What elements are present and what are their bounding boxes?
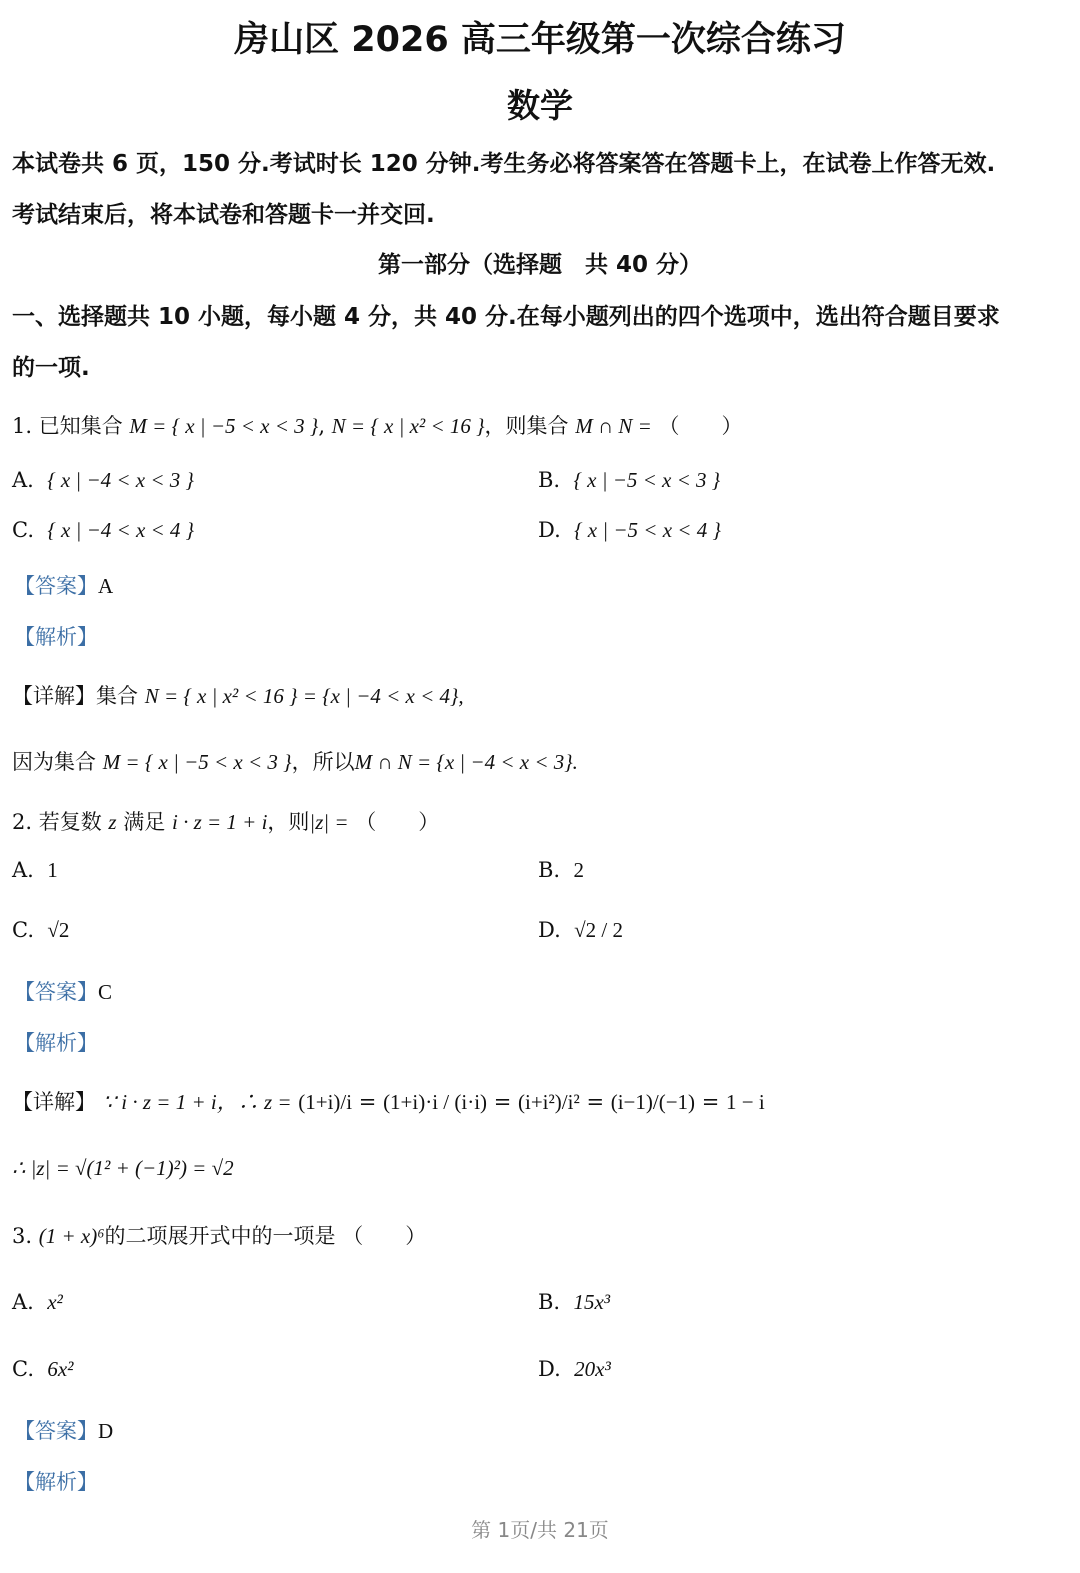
question-1-number: 1.	[12, 414, 33, 438]
question-3-stem	[12, 1220, 426, 1250]
part1-heading: 第一部分（选择题 共 40 分）	[377, 252, 703, 278]
question-2-stem	[12, 806, 439, 836]
question-3-math: (1 + x)⁶	[38, 1224, 105, 1248]
detail-text: 集合	[96, 684, 138, 708]
option-label: D.	[538, 1357, 561, 1381]
question-1-option-c	[12, 518, 194, 543]
question-2-option-d	[538, 918, 623, 943]
option-label: A.	[12, 858, 34, 882]
detail-text: ，所以	[291, 750, 355, 774]
question-3-option-a	[12, 1290, 63, 1315]
question-1-analysis-label: 【解析】	[14, 625, 98, 649]
instructions-line-1: 本试卷共 6 页，150 分.考试时长 120 分钟.考生务必将答案答在答题卡上，在试卷上作答无效.	[12, 151, 996, 177]
question-1-answer	[14, 570, 113, 600]
option-label: A.	[12, 1290, 34, 1314]
question-1-mid: ，则集合	[484, 414, 569, 438]
question-2-answer	[14, 976, 112, 1006]
option-text: 15x³	[573, 1290, 611, 1314]
question-1-ask: M ∩ N =	[575, 414, 652, 438]
question-1-detail-line-1	[12, 680, 464, 710]
option-text: √2	[47, 918, 70, 942]
answer-label: 【答案】	[14, 980, 98, 1004]
question-1-prefix: 已知集合	[38, 414, 123, 438]
section-intro-line-1: 一、选择题共 10 小题，每小题 4 分，共 40 分.在每小题列出的四个选项中，选出符合题目要求	[12, 304, 1000, 330]
option-text: { x | −5 < x < 4 }	[574, 518, 721, 542]
option-text: { x | −4 < x < 4 }	[47, 518, 195, 542]
question-1-option-d	[538, 518, 721, 543]
detail-math: M = { x | −5 < x < 3 }	[102, 750, 292, 774]
option-label: B.	[538, 1290, 561, 1314]
question-3-analysis-label: 【解析】	[14, 1470, 98, 1494]
question-3-option-d	[538, 1357, 611, 1382]
question-3-number: 3.	[12, 1224, 33, 1248]
page-footer: 第 1页/共 21页	[471, 1518, 609, 1542]
detail-step: (i+i²)/i²	[518, 1090, 580, 1114]
question-2-eq: i · z = 1 + i	[171, 810, 268, 834]
option-text: { x | −4 < x < 3 }	[47, 468, 194, 492]
option-text: { x | −5 < x < 3 }	[573, 468, 721, 492]
option-text: 6x²	[47, 1357, 74, 1381]
question-2-option-c	[12, 918, 69, 943]
option-label: C.	[12, 918, 34, 942]
question-2-option-a	[12, 858, 58, 883]
option-text: 2	[573, 858, 584, 882]
question-2-paren: （ ）	[355, 810, 440, 834]
option-text: 20x³	[574, 1357, 611, 1381]
option-label: A.	[12, 468, 34, 492]
question-2-option-b	[538, 858, 584, 883]
question-1-stem: 1. 已知集合 M = { x | −5 < x < 3 }, N = { x | x² < 16 }，则集合 M ∩ N = （ ）	[12, 414, 743, 438]
question-1-detail-line-2	[12, 746, 578, 776]
question-2-var: z	[108, 810, 117, 834]
question-1-set-m: M = { x | −5 < x < 3 }	[129, 414, 319, 438]
answer-label: 【答案】	[14, 1419, 98, 1443]
option-label: B.	[538, 468, 561, 492]
option-text: x²	[47, 1290, 63, 1314]
question-2-mid: 满足	[123, 810, 166, 834]
detail-label: 【详解】	[12, 684, 96, 708]
instructions-line-2: 考试结束后，将本试卷和答题卡一并交回.	[12, 202, 435, 228]
question-2-analysis-label: 【解析】	[14, 1031, 98, 1055]
option-label: C.	[12, 518, 34, 542]
detail-label: 【详解】	[12, 1090, 96, 1114]
question-3-option-c	[12, 1357, 73, 1382]
option-label: B.	[538, 858, 561, 882]
option-text: √2 / 2	[574, 918, 623, 942]
question-2-detail-line-1: 【详解】 ∵ i · z = 1 + i，∴ z = (1+i)/i = (1+i)·i / (i·i) = (i+i²)/i² = (i−1)/(−1) = 1 − i	[12, 1090, 765, 1114]
detail-math: ∴ |z| = √(1² + (−1)²) = √2	[12, 1156, 234, 1180]
question-3-text: 的二项展开式中的一项是	[104, 1224, 336, 1248]
question-2-mid2: ，则	[267, 810, 310, 834]
question-3-option-b	[538, 1290, 610, 1315]
answer-value: C	[98, 980, 113, 1004]
option-label: D.	[538, 918, 561, 942]
question-2-detail-line-2	[12, 1156, 234, 1181]
question-1-set-n: N = { x | x² < 16 }	[331, 414, 485, 438]
question-3-paren: （ ）	[342, 1224, 427, 1248]
detail-math: ∵ i · z = 1 + i，∴ z =	[102, 1090, 292, 1114]
question-2-prefix: 若复数	[38, 810, 102, 834]
answer-value: A	[98, 574, 114, 598]
detail-step: (1+i)·i / (i·i)	[383, 1090, 488, 1114]
option-label: D.	[538, 518, 561, 542]
exam-subject: 数学	[507, 86, 573, 125]
question-1-paren: （ ）	[658, 414, 743, 438]
detail-math: M ∩ N = {x | −4 < x < 3}.	[354, 750, 578, 774]
option-text: 1	[47, 858, 58, 882]
question-2-number: 2.	[12, 810, 33, 834]
exam-title: 房山区 2026 高三年级第一次综合练习	[234, 20, 846, 60]
detail-step: 1 − i	[726, 1090, 765, 1114]
question-1-option-a	[12, 468, 194, 493]
answer-value: D	[98, 1419, 114, 1443]
detail-step: (i−1)/(−1)	[610, 1090, 696, 1114]
option-label: C.	[12, 1357, 34, 1381]
detail-text: 因为集合	[12, 750, 96, 774]
section-intro-line-2: 的一项.	[12, 355, 90, 381]
question-3-answer	[14, 1415, 113, 1445]
question-2-ask: |z| =	[309, 810, 349, 834]
question-1-option-b	[538, 468, 720, 493]
detail-math: N = { x | x² < 16 } = {x | −4 < x < 4},	[144, 684, 464, 708]
answer-label: 【答案】	[14, 574, 98, 598]
detail-step: (1+i)/i	[298, 1090, 353, 1114]
